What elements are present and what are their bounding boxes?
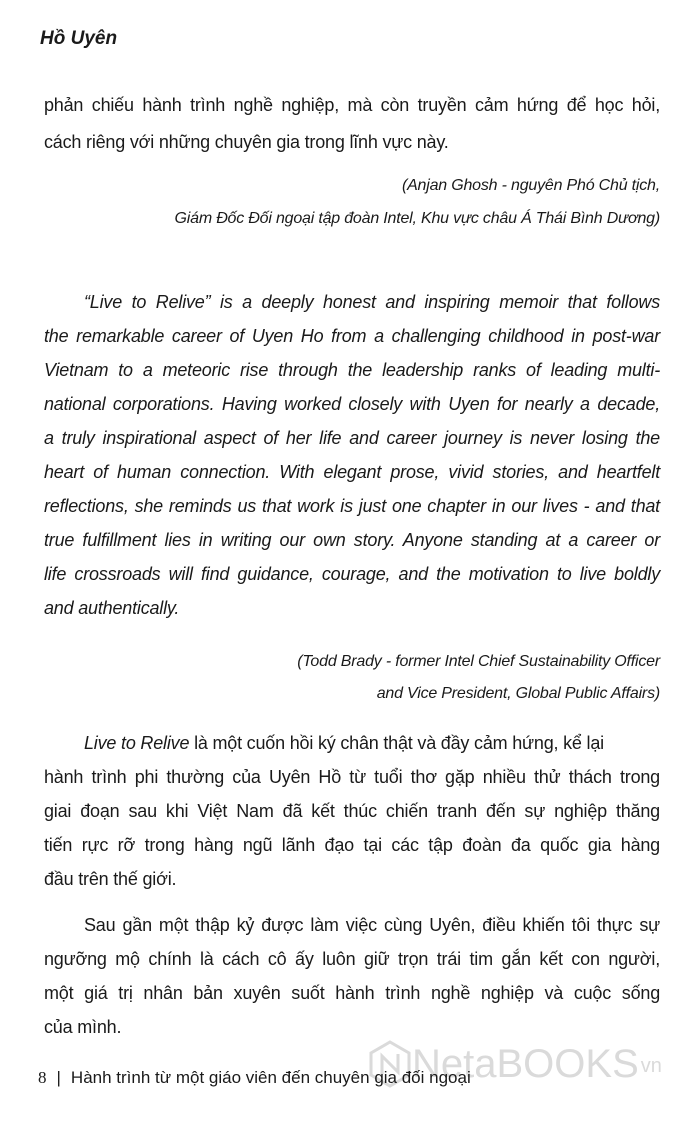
english-quote-line: true fulfillment lies in writing our own story. Anyone standing at a career or	[44, 530, 660, 550]
vn-para1-line: tiến rực rỡ trong hàng ngũ lãnh đạo tại các tập đoàn đa quốc gia hàng	[44, 835, 660, 855]
english-quote-line: the remarkable career of Uyen Ho from a challenging childhood in post-war	[44, 326, 660, 346]
vn-para1-first-line-text: là một cuốn hồi ký chân thật và đầy cảm hứng, kể lại	[189, 733, 604, 753]
english-quote-line: reflections, she reminds us that work is just one chapter in our lives - and that	[44, 496, 660, 516]
vn-para1-line: giai đoạn sau khi Việt Nam đã kết thúc chiến tranh đến sự nghiệp thăng	[44, 801, 660, 821]
attribution-line: Giám Đốc Đối ngoại tập đoàn Intel, Khu vực châu Á Thái Bình Dương)	[174, 210, 660, 227]
attribution-line: (Anjan Ghosh - nguyên Phó Chủ tịch,	[401, 177, 660, 194]
intro-line: cách riêng với những chuyên gia trong lĩnh vực này.	[44, 132, 449, 152]
english-quote-line: life crossroads will find guidance, courage, and the motivation to live boldly	[44, 564, 660, 584]
page-number: 8	[38, 1068, 47, 1087]
watermark-suffix: vn	[640, 1055, 662, 1077]
english-quote-line: Vietnam to a meteoric rise through the leadership ranks of leading multi-	[44, 360, 660, 380]
running-header-author: Hồ Uyên	[40, 28, 118, 49]
english-quote-line: “Live to Relive” is a deeply honest and inspiring memoir that follows	[84, 292, 660, 312]
vn-para1-line: đầu trên thế giới.	[44, 869, 177, 889]
vn-para2-line: Sau gần một thập kỷ được làm việc cùng Uyên, điều khiến tôi thực sự	[84, 915, 660, 935]
attribution-line: (Todd Brady - former Intel Chief Sustainability Officer	[297, 653, 660, 670]
page-footer	[38, 1068, 471, 1088]
english-quote-line: heart of human connection. With elegant prose, vivid stories, and heartfelt	[44, 462, 660, 482]
vn-para2-line: ngưỡng mộ chính là cách cô ấy luôn giữ trọn trái tim gắn kết con người,	[44, 949, 660, 969]
vn-para2-line: của mình.	[44, 1017, 122, 1037]
footer-book-title: Hành trình từ một giáo viên đến chuyên gia đối ngoại	[70, 1068, 471, 1087]
attribution-line: and Vice President, Global Public Affairs)	[376, 685, 660, 702]
english-quote-line: a truly inspirational aspect of her life and career journey is never losing the	[44, 428, 660, 448]
vn-para1-line: hành trình phi thường của Uyên Hồ từ tuổi thơ gặp nhiều thử thách trong	[44, 767, 660, 787]
vn-para1-first-line	[84, 731, 660, 755]
english-quote-line: national corporations. Having worked closely with Uyen for nearly a decade,	[44, 394, 660, 414]
english-quote-line: and authentically.	[44, 598, 180, 618]
book-title-italic: Live to Relive	[84, 733, 190, 753]
vn-para2-line: một giá trị nhân bản xuyên suốt hành trình nghề nghiệp và cuộc sống	[44, 983, 660, 1003]
intro-line: phản chiếu hành trình nghề nghiệp, mà còn truyền cảm hứng để học hỏi,	[44, 95, 660, 115]
footer-separator: |	[56, 1068, 61, 1087]
watermark-brand: NetaBOOKS	[412, 1041, 639, 1086]
